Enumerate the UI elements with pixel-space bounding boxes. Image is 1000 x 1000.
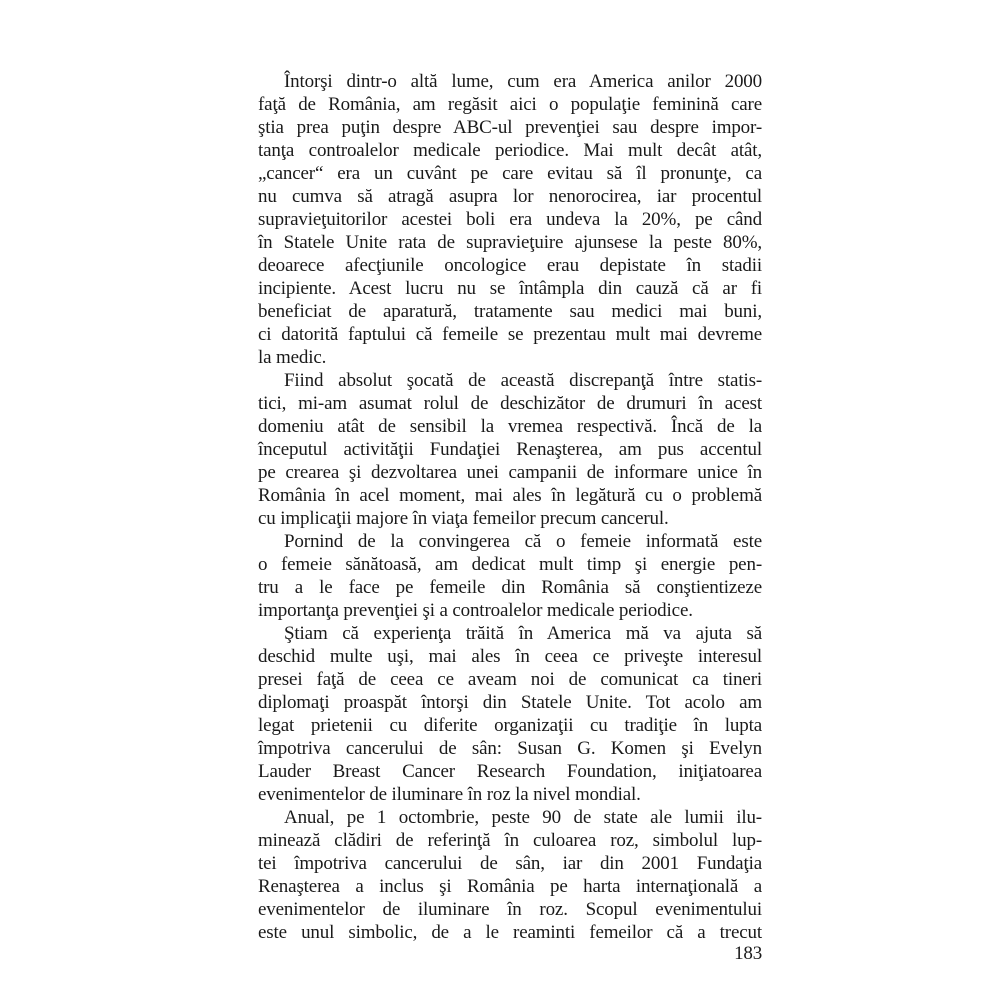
text-line: ci datorită faptului că femeile se prezentau mult mai devreme: [258, 324, 762, 345]
text-line: Anual, pe 1 octombrie, peste 90 de state ale lumii ilu-: [284, 807, 762, 828]
text-line: începutul activităţii Fundaţiei Renaşterea, am pus accentul: [258, 439, 762, 460]
text-line: ştia prea puţin despre ABC-ul prevenţiei sau despre impor-: [258, 117, 762, 138]
text-line: împotriva cancerului de sân: Susan G. Komen şi Evelyn: [258, 738, 762, 759]
text-line: legat prietenii cu diferite organizaţii cu tradiţie în lupta: [258, 715, 762, 736]
text-line: cu implicaţii majore în viaţa femeilor precum cancerul.: [258, 508, 669, 529]
text-line: Pornind de la convingerea că o femeie informată este: [284, 531, 762, 552]
text-line: Ştiam că experienţa trăită în America mă va ajuta să: [284, 623, 762, 644]
text-line: Lauder Breast Cancer Research Foundation, iniţiatoarea: [258, 761, 762, 782]
text-line: beneficiat de aparatură, tratamente sau medici mai buni,: [258, 301, 762, 322]
paragraph: [258, 622, 762, 806]
text-line: este unul simbolic, de a le reaminti femeilor că a trecut: [258, 922, 762, 943]
text-line: presei faţă de ceea ce aveam noi de comunicat ca tineri: [258, 669, 762, 690]
text-line: deoarece afecţiunile oncologice erau depistate în stadii: [258, 255, 762, 276]
paragraph: [258, 806, 762, 944]
text-line: tanţa controalelor medicale periodice. Mai mult decât atât,: [258, 140, 762, 161]
text-line: domeniu atât de sensibil la vremea respectivă. Încă de la: [258, 416, 762, 437]
text-line: supravieţuitorilor acestei boli era undeva la 20%, pe când: [258, 209, 762, 230]
text-line: tei împotriva cancerului de sân, iar din 2001 Fundaţia: [258, 853, 762, 874]
text-line: „cancer“ era un cuvânt pe care evitau să îl pronunţe, ca: [258, 163, 762, 184]
text-line: evenimentelor de iluminare în roz la nivel mondial.: [258, 784, 641, 805]
page-number: 183: [734, 943, 762, 964]
text-line: o femeie sănătoasă, am dedicat mult timp şi energie pen-: [258, 554, 762, 575]
paragraph: [258, 70, 762, 369]
text-line: la medic.: [258, 347, 327, 368]
paragraph: [258, 369, 762, 530]
paragraph: [258, 530, 762, 622]
text-line: Întorşi dintr-o altă lume, cum era America anilor 2000: [284, 71, 762, 92]
text-line: România în acel moment, mai ales în legătură cu o problemă: [258, 485, 762, 506]
body-text: [258, 70, 762, 944]
text-line: pe crearea şi dezvoltarea unei campanii de informare unice în: [258, 462, 762, 483]
text-line: tru a le face pe femeile din România să conştientizeze: [258, 577, 762, 598]
text-line: evenimentelor de iluminare în roz. Scopul evenimentului: [258, 899, 762, 920]
text-line: diplomaţi proaspăt întorşi din Statele Unite. Tot acolo am: [258, 692, 762, 713]
text-line: nu cumva să atragă asupra lor nenorocirea, iar procentul: [258, 186, 762, 207]
text-line: deschid multe uşi, mai ales în ceea ce priveşte interesul: [258, 646, 762, 667]
text-line: Renaşterea a inclus şi România pe harta internaţională a: [258, 876, 762, 897]
text-line: incipiente. Acest lucru nu se întâmpla din cauză că ar fi: [258, 278, 762, 299]
text-line: minează clădiri de referinţă în culoarea roz, simbolul lup-: [258, 830, 762, 851]
text-line: importanţa prevenţiei şi a controalelor medicale periodice.: [258, 600, 693, 621]
text-line: în Statele Unite rata de supravieţuire ajunsese la peste 80%,: [258, 232, 762, 253]
text-line: Fiind absolut şocată de această discrepanţă între statis-: [284, 370, 762, 391]
text-line: faţă de România, am regăsit aici o populaţie feminină care: [258, 94, 762, 115]
text-line: tici, mi-am asumat rolul de deschizător de drumuri în acest: [258, 393, 762, 414]
